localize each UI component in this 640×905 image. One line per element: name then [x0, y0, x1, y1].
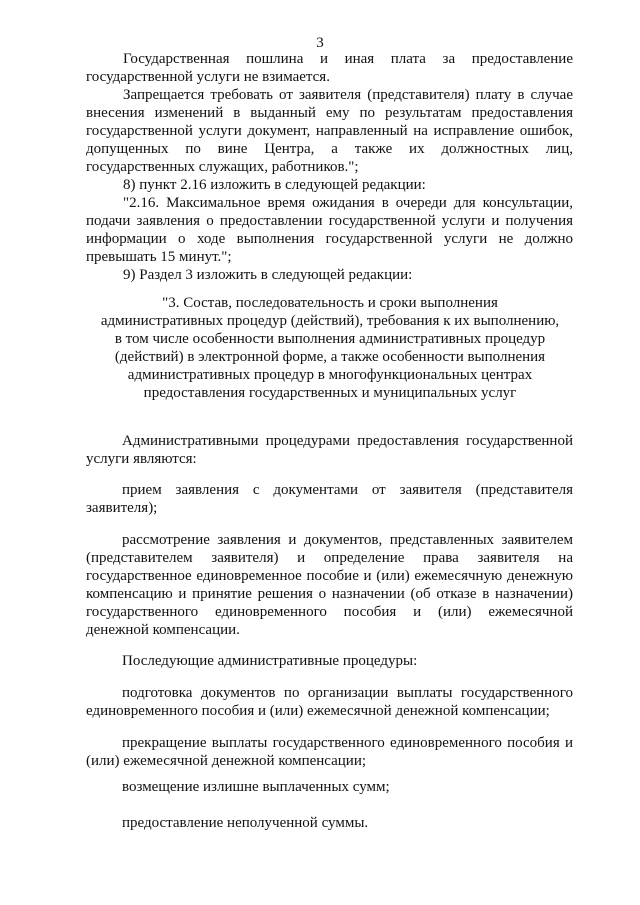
section-3-heading: "3. Состав, последовательность и сроки выполнения административных процедур (действий), требования к их выполнению, в том числе особенности выполнения административных процедур (действий) в электронной форме, а также особенности выполнения административных процедур в многофункциональных центрах предоставления государственных и муниципальных услуг [100, 295, 560, 401]
paragraph-subsequent-procedures: Последующие административные процедуры: [122, 653, 418, 669]
list-item-overpayment-refund: возмещение излишне выплаченных сумм; [122, 779, 390, 795]
paragraph-item-9: 9) Раздел 3 изложить в следующей редакции: [123, 267, 413, 283]
paragraph-state-fee: Государственная пошлина и иная плата за предоставление государственной услуги не взимается. [86, 51, 573, 85]
list-item-payment-termination: прекращение выплаты государственного единовременного пособия и (или) ежемесячной денежной компенсации; [86, 735, 573, 769]
paragraph-admin-procedures: Административными процедурами предоставления государственной услуги являются: [86, 433, 573, 467]
list-item-unreceived-amount: предоставление неполученной суммы. [122, 815, 369, 831]
list-item-review-application: рассмотрение заявления и документов, представленных заявителем (представителем заявителя) и определение права заявителя на государственное единовременное пособие и (или) ежемесячную денежную компенсацию и принятие решения о назначении (об отказе в назначении) государственного единовременного пособия и (или) ежемесячной денежной компенсации. [86, 532, 573, 638]
list-item-receiving-application: прием заявления с документами от заявителя (представителя заявителя); [86, 482, 573, 516]
page-number: 3 [316, 35, 324, 51]
paragraph-item-8: 8) пункт 2.16 изложить в следующей редакции: [123, 177, 426, 193]
list-item-payment-preparation: подготовка документов по организации выплаты государственного единовременного пособия и (или) ежемесячной денежной компенсации; [86, 685, 573, 719]
paragraph-fee-prohibition: Запрещается требовать от заявителя (представителя) плату в случае внесения изменений в выданный ему по результатам предоставления государственной услуги документ, направленный на исправление ошибок, допущенных по вине Центра, а также их должностных лиц, государственных служащих, работников."; [86, 87, 573, 175]
paragraph-clause-2-16: "2.16. Максимальное время ожидания в очереди для консультации, подачи заявления о предоставлении государственной услуги и получения информации о ходе выполнения государственной услуги не должно превышать 15 минут."; [86, 195, 573, 265]
